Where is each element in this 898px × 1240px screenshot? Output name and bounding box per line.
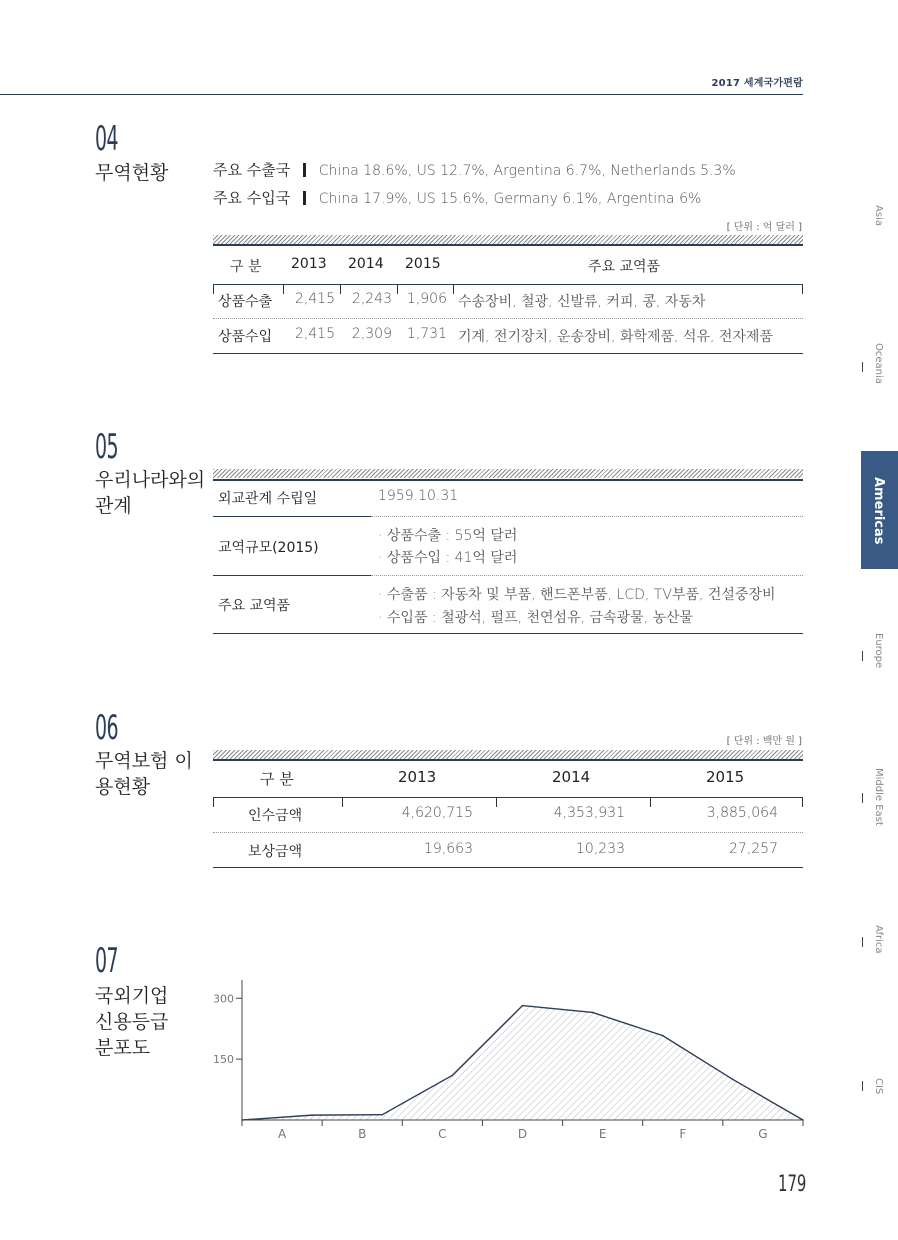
header-rule xyxy=(0,94,803,95)
section-05-title: 우리나라와의 관계 xyxy=(95,469,206,517)
row-divider xyxy=(213,318,803,319)
data-point xyxy=(452,1075,454,1077)
side-tab-middle-east[interactable] xyxy=(854,768,884,848)
cell: 27,257 xyxy=(729,841,778,857)
x-tick-label: C xyxy=(438,1127,447,1141)
header-bottom-rule xyxy=(213,284,803,285)
side-tab-label: Americas xyxy=(871,477,886,545)
cell: 19,663 xyxy=(424,841,473,857)
page-number: 179 xyxy=(778,1172,807,1197)
side-tab-oceania[interactable] xyxy=(854,343,884,403)
table-top-rule xyxy=(213,479,803,481)
data-point xyxy=(311,1114,313,1116)
cell: 기계, 전기장치, 운송장비, 화학제품, 석유, 전자제품 xyxy=(458,329,773,345)
area-fill xyxy=(242,1006,803,1120)
x-tick-label: A xyxy=(277,1127,287,1141)
side-tab-label: Middle East xyxy=(873,768,884,826)
relation-label: 교역규모(2015) xyxy=(218,540,319,556)
col-header: 2014 xyxy=(348,256,384,272)
section-07-number: 07 xyxy=(95,941,118,981)
col-header: 2013 xyxy=(398,768,437,786)
cell: 1,906 xyxy=(406,291,447,307)
table-row xyxy=(213,841,803,863)
row-label: 상품수입 xyxy=(218,329,273,345)
data-point xyxy=(732,1079,734,1081)
side-tab-africa[interactable] xyxy=(854,925,884,985)
section-06-title: 무역보험 이용현황 xyxy=(95,750,193,798)
main-import-countries xyxy=(213,187,701,208)
label-rule xyxy=(213,516,371,517)
insurance-table-header xyxy=(213,768,803,790)
cell: 수송장비, 철광, 신발류, 커피, 콩, 자동차 xyxy=(458,294,706,310)
row-label: 인수금액 xyxy=(248,808,303,824)
cell: 10,233 xyxy=(576,841,625,857)
header-bottom-rule xyxy=(213,797,803,798)
label-separator xyxy=(303,191,306,205)
relation-value: · 상품수출 : 55억 달러 xyxy=(378,528,518,544)
section-07-title: 국외기업 신용등급 분포도 xyxy=(95,985,169,1059)
side-tab-label: CIS xyxy=(873,1078,884,1095)
side-tab-cis[interactable] xyxy=(854,1078,884,1118)
side-tab-asia[interactable] xyxy=(854,205,884,265)
cell: 4,620,715 xyxy=(401,805,473,821)
table-bottom-rule xyxy=(213,867,803,868)
section-04-number: 04 xyxy=(95,119,118,159)
side-tab-americas-active[interactable] xyxy=(861,451,898,569)
table-row xyxy=(213,291,803,313)
table-row xyxy=(213,805,803,827)
col-header: 2014 xyxy=(552,768,591,786)
cell: 2,243 xyxy=(351,291,392,307)
data-point xyxy=(381,1114,383,1116)
data-point xyxy=(522,1005,524,1007)
running-header: 2017 세계국가편람 xyxy=(711,78,803,89)
cell: 4,353,931 xyxy=(553,805,625,821)
side-tab-label: Oceania xyxy=(873,343,884,384)
relation-value: 1959.10.31 xyxy=(378,488,459,504)
relation-value: · 수입품 : 철광석, 펄프, 천연섬유, 금속광물, 농산물 xyxy=(378,610,694,626)
col-header: 2015 xyxy=(405,256,441,272)
x-tick-label: D xyxy=(517,1127,528,1141)
section-04-title: 무역현황 xyxy=(95,162,169,184)
table-top-rule xyxy=(213,759,803,761)
table-hatch xyxy=(213,750,803,759)
export-value: China 18.6%, US 12.7%, Argentina 6.7%, Netherlands 5.3% xyxy=(318,163,736,179)
cell: 2,309 xyxy=(351,326,392,342)
table-row xyxy=(213,326,803,348)
table-bottom-rule xyxy=(213,353,803,354)
side-tab-label: Africa xyxy=(873,925,884,954)
col-header: 구 분 xyxy=(230,259,262,275)
x-tick-label: G xyxy=(758,1127,768,1141)
relation-label: 주요 교역품 xyxy=(218,598,291,614)
col-header: 구 분 xyxy=(260,770,294,788)
relation-label: 외교관계 수립일 xyxy=(218,491,318,507)
section-06-number: 06 xyxy=(95,708,118,748)
row-label: 보상금액 xyxy=(248,844,303,860)
cell: 2,415 xyxy=(294,291,335,307)
y-tick-label: 150 xyxy=(213,1053,234,1067)
label-separator xyxy=(303,163,306,177)
unit-label: [ 단위 : 억 달러 ] xyxy=(726,222,802,233)
relation-value: · 수출품 : 자동차 및 부품, 핸드폰부품, LCD, TV부품, 건설중장비 xyxy=(378,587,776,603)
row-divider xyxy=(213,832,803,833)
table-bottom-rule xyxy=(213,633,803,634)
row-label: 상품수출 xyxy=(218,294,273,310)
col-header: 2013 xyxy=(291,256,327,272)
x-tick-label: E xyxy=(598,1127,607,1141)
credit-rating-chart xyxy=(200,975,815,1150)
col-header: 2015 xyxy=(706,768,745,786)
table-hatch xyxy=(213,469,803,478)
side-tab-label: Europe xyxy=(873,633,884,669)
trade-table-header xyxy=(213,256,803,278)
side-tab-label: Asia xyxy=(873,205,884,226)
section-05-number: 05 xyxy=(95,427,118,467)
table-hatch xyxy=(213,235,803,244)
row-divider xyxy=(371,516,803,517)
y-tick-label: 300 xyxy=(213,992,234,1006)
row-divider xyxy=(371,575,803,576)
x-tick-label: B xyxy=(358,1127,367,1141)
cell: 1,731 xyxy=(406,326,447,342)
export-label: 주요 수출국 xyxy=(213,161,291,179)
relation-value: · 상품수입 : 41억 달러 xyxy=(378,550,518,566)
side-tab-europe[interactable] xyxy=(854,633,884,693)
main-export-countries xyxy=(213,159,736,180)
label-rule xyxy=(213,575,371,576)
data-point xyxy=(592,1012,594,1014)
cell: 3,885,064 xyxy=(706,805,778,821)
import-label: 주요 수입국 xyxy=(213,189,291,207)
col-header: 주요 교역품 xyxy=(588,259,661,275)
data-point xyxy=(662,1035,664,1037)
cell: 2,415 xyxy=(294,326,335,342)
table-top-rule xyxy=(213,244,803,246)
import-value: China 17.9%, US 15.6%, Germany 6.1%, Argentina 6% xyxy=(318,191,702,207)
unit-label: [ 단위 : 백만 원 ] xyxy=(726,736,802,747)
x-tick-label: F xyxy=(679,1127,687,1141)
